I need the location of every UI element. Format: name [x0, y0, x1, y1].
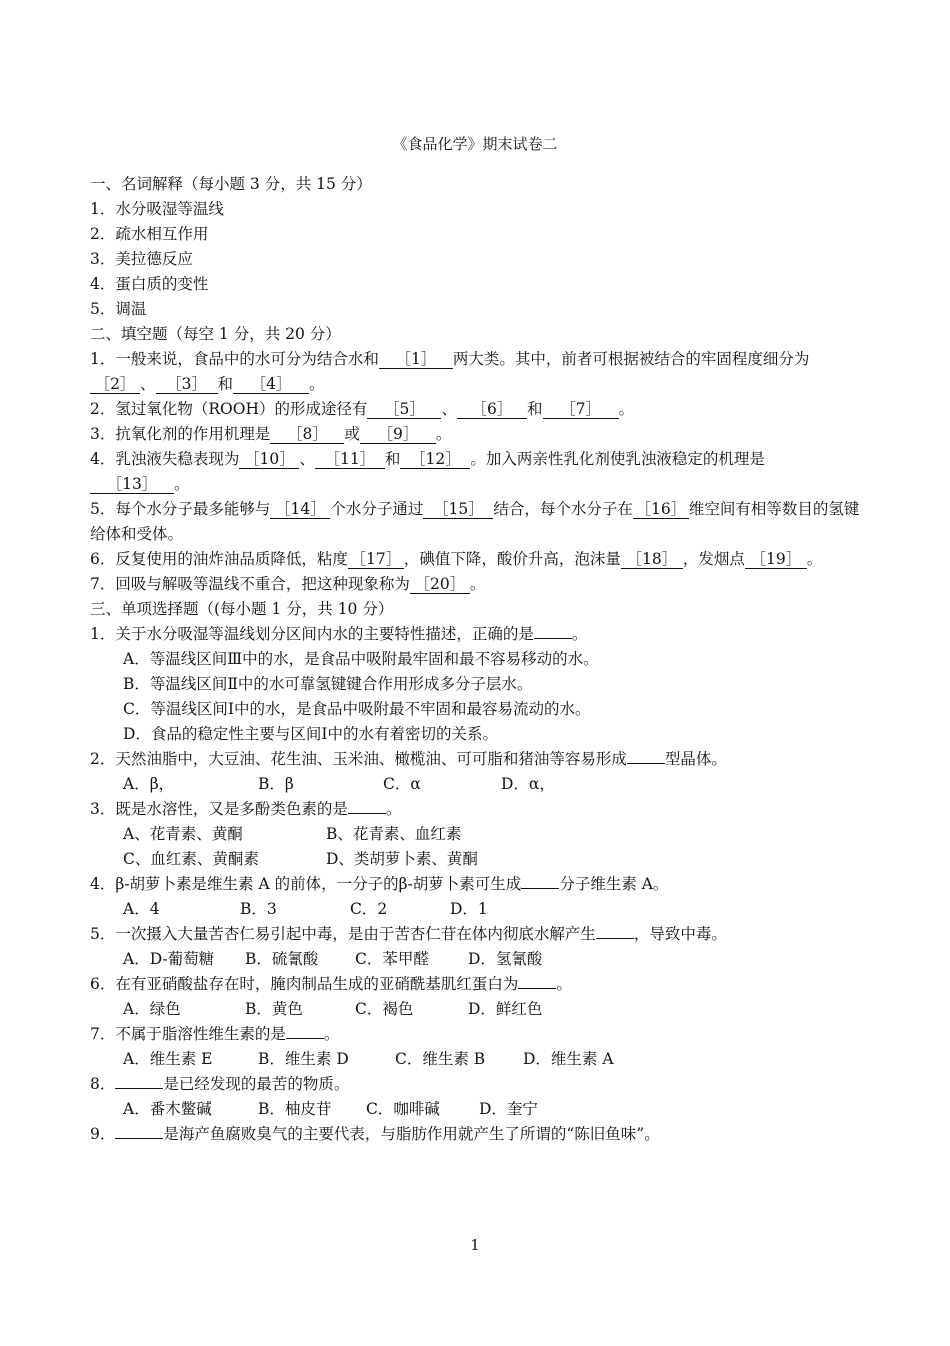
fill-q3: [90, 422, 870, 447]
choice-q2-text: 2．天然油脂中，大豆油、花生油、玉米油、橄榄油、可可脂和猪油等容易形成: [90, 750, 627, 768]
blank-16: ［16］: [633, 500, 689, 519]
choice-q7-options: [90, 1047, 870, 1072]
blank-5: ［5］: [367, 400, 441, 419]
option-c: C．2: [350, 900, 388, 918]
option-b: B、花青素、血红素: [326, 825, 462, 843]
term-4: 4．蛋白质的变性: [90, 275, 209, 293]
fill-q5-text: 个水分子通过: [330, 500, 424, 518]
option-a: A．维生素 E: [123, 1050, 213, 1068]
section-2-heading: 二、填空题（每空 1 分，共 20 分）: [90, 325, 341, 343]
choice-q8-stem: [90, 1072, 870, 1097]
blank-11: ［11］: [315, 450, 385, 469]
choice-q2-stem: [90, 747, 870, 772]
choice-q4-stem: [90, 872, 870, 897]
choice-q6-text: 。: [556, 975, 572, 993]
choice-q2-options: [90, 772, 870, 797]
choice-q1-option-b: B．等温线区间Ⅱ中的水可靠氢键键合作用形成多分子层水。: [123, 675, 533, 693]
choice-q1-option-d: D．食品的稳定性主要与区间Ⅰ中的水有着密切的关系。: [123, 725, 499, 743]
fill-q5: [90, 497, 870, 547]
blank-7: ［7］: [543, 400, 619, 419]
blank-4: ［4］: [233, 375, 309, 394]
option-d: D．维生素 A: [523, 1050, 614, 1068]
fill-q6: [90, 547, 870, 572]
fill-q1-text: 和: [217, 375, 234, 393]
fill-q3-text: 。: [435, 425, 452, 443]
blank-20: ［20］: [410, 575, 470, 594]
option-b: B．黄色: [245, 1000, 303, 1018]
fill-q3-text: 3．抗氧化剂的作用机理是: [90, 425, 271, 443]
fill-q1-text: 、: [140, 375, 156, 393]
fill-q6-text: 。: [806, 550, 823, 568]
term-1: 1．水分吸湿等温线: [90, 200, 224, 218]
blank-6: ［6］: [457, 400, 527, 419]
option-c: C．苯甲醛: [355, 950, 429, 968]
fill-q4-line2: [90, 472, 870, 497]
fill-q2-text: 、: [441, 400, 457, 418]
blank-14: ［14］: [270, 500, 330, 519]
blank-1: ［1］: [379, 350, 453, 369]
choice-q7-text: 7．不属于脂溶性维生素的是: [90, 1025, 286, 1043]
fill-q4-text: 。: [174, 475, 190, 493]
answer-blank: [348, 799, 386, 814]
fill-q1-line2: [90, 372, 870, 397]
choice-q4-text: 分子维生素 A。: [559, 875, 669, 893]
choice-q5-stem: [90, 922, 870, 947]
fill-q1-text: 两大类。其中，前者可根据被结合的牢固程度细分为: [452, 350, 810, 368]
choice-q1-option-a: A．等温线区间Ⅲ中的水，是食品中吸附最牢固和最不容易移动的水。: [123, 650, 599, 668]
option-a: A．4: [123, 900, 160, 918]
section-3-heading: 三、单项选择题（(每小题 1 分，共 10 分）: [90, 600, 394, 618]
choice-q3-options-row1: [90, 822, 870, 847]
fill-q6-text: 6．反复使用的油炸油品质降低，粘度: [90, 550, 348, 568]
fill-q4-text: 4．乳浊液失稳表现为: [90, 450, 240, 468]
option-a: A．β，: [123, 775, 175, 793]
blank-15: ［15］: [423, 500, 493, 519]
choice-q1-text: 。: [571, 625, 588, 643]
choice-q4-options: [90, 897, 870, 922]
choice-q9-stem: [90, 1122, 870, 1147]
choice-q7-text: 。: [323, 1025, 340, 1043]
option-c: C、血红素、黄酮素: [123, 850, 259, 868]
option-c: C．维生素 B: [395, 1050, 486, 1068]
choice-q3-text: 。: [385, 800, 402, 818]
page-title: 《食品化学》期末试卷二: [392, 135, 558, 153]
option-b: B．柚皮苷: [258, 1100, 332, 1118]
choice-q1-stem: [90, 622, 870, 647]
choice-q3-text: 3．既是水溶性，又是多酚类色素的是: [90, 800, 348, 818]
option-a: A．D-葡萄糖: [123, 950, 215, 968]
choice-q9-text: 9．: [90, 1125, 116, 1143]
choice-q4-text: 4．β-胡萝卜素是维生素 A 的前体，一分子的β-胡萝卜素可生成: [90, 875, 522, 893]
option-b: B．维生素 D: [258, 1050, 349, 1068]
option-a: A．绿色: [123, 1000, 181, 1018]
term-5: 5．调温: [90, 300, 147, 318]
blank-17: ［17］: [348, 550, 404, 569]
blank-19: ［19］: [745, 550, 807, 569]
choice-q8-options: [90, 1097, 870, 1122]
answer-blank: [286, 1024, 324, 1039]
fill-q1-text: 1．一般来说，食品中的水可分为结合水和: [90, 350, 379, 368]
section-1-heading: 一、名词解释（每小题 3 分，共 15 分）: [90, 175, 372, 193]
option-d: D．鲜红色: [468, 1000, 543, 1018]
choice-q2-text: 型晶体。: [664, 750, 727, 768]
choice-q9-text: 是海产鱼腐败臭气的主要代表，与脂肪作用就产生了所谓的“陈旧鱼味”。: [163, 1125, 660, 1143]
choice-q5-options: [90, 947, 870, 972]
choice-q1-text: 1．关于水分吸湿等温线划分区间内水的主要特性描述，正确的是: [90, 625, 534, 643]
fill-q1-text: 。: [309, 375, 325, 393]
blank-9: ［9］: [360, 425, 436, 444]
option-d: D．1: [450, 900, 488, 918]
fill-q7-text: 。: [469, 575, 486, 593]
fill-q2-text: 2．氢过氧化物（ROOH）的形成途径有: [90, 400, 368, 418]
choice-q6-stem: [90, 972, 870, 997]
answer-blank: [521, 874, 559, 889]
blank-2: ［2］: [90, 375, 140, 394]
fill-q2: [90, 397, 870, 422]
choice-q8-text: 8．: [90, 1075, 116, 1093]
fill-q7-text: 7．回吸与解吸等温线不重合，把这种现象称为: [90, 575, 410, 593]
exam-content: [90, 172, 870, 1147]
term-2: 2．疏水相互作用: [90, 225, 209, 243]
choice-q3-options-row2: [90, 847, 870, 872]
fill-q4-text: 和: [384, 450, 401, 468]
option-c: C．咖啡碱: [366, 1100, 440, 1118]
option-c: C．α: [383, 775, 421, 793]
fill-q7: [90, 572, 870, 597]
fill-q4-line1: [90, 447, 870, 472]
blank-8: ［8］: [270, 425, 344, 444]
blank-13: ［13］: [90, 475, 174, 494]
answer-blank: [627, 749, 665, 764]
fill-q2-text: 和: [526, 400, 543, 418]
answer-blank: [115, 1074, 163, 1089]
option-b: B．硫氰酸: [245, 950, 319, 968]
fill-q4-text: 。加入两亲性乳化剂使乳浊液稳定的机理是: [470, 450, 765, 468]
term-3: 3．美拉德反应: [90, 250, 193, 268]
fill-q2-text: 。: [618, 400, 635, 418]
choice-q5-text: ，导致中毒。: [633, 925, 727, 943]
fill-q5-text: 维空间有相等数目的氢键给体和受体。: [90, 500, 860, 543]
option-c: C．褐色: [355, 1000, 414, 1018]
choice-q6-text: 6．在有亚硝酸盐存在时，腌肉制品生成的亚硝酰基肌红蛋白为: [90, 975, 519, 993]
option-a: A、花青素、黄酮: [123, 825, 243, 843]
blank-10: ［10］: [239, 450, 299, 469]
fill-q6-text: ，发烟点: [682, 550, 745, 568]
page-number: 1: [470, 1236, 480, 1254]
fill-q4-text: 、: [299, 450, 315, 468]
option-b: B．β: [258, 775, 294, 793]
option-d: D、类胡萝卜素、黄酮: [326, 850, 478, 868]
fill-q6-text: ，碘值下降，酸价升高，泡沫量: [403, 550, 621, 568]
blank-18: ［18］: [621, 550, 683, 569]
option-b: B．3: [240, 900, 277, 918]
fill-q5-text: 结合，每个水分子在: [493, 500, 633, 518]
fill-q5-text: 5．每个水分子最多能够与: [90, 500, 271, 518]
choice-q7-stem: [90, 1022, 870, 1047]
choice-q3-stem: [90, 797, 870, 822]
answer-blank: [534, 624, 572, 639]
choice-q1-option-c: C．等温线区间Ⅰ中的水，是食品中吸附最不牢固和最容易流动的水。: [123, 700, 591, 718]
choice-q8-text: 是已经发现的最苦的物质。: [163, 1075, 350, 1093]
fill-q1-line1: [90, 347, 870, 372]
option-d: D．氢氰酸: [468, 950, 543, 968]
blank-12: ［12］: [400, 450, 470, 469]
option-d: D．α，: [501, 775, 555, 793]
choice-q5-text: 5．一次摄入大量苦杏仁易引起中毒，是由于苦杏仁苷在体内彻底水解产生: [90, 925, 596, 943]
fill-q3-text: 或: [344, 425, 360, 443]
answer-blank: [518, 974, 556, 989]
answer-blank: [596, 924, 634, 939]
blank-3: ［3］: [156, 375, 218, 394]
option-a: A．番木鳖碱: [123, 1100, 212, 1118]
answer-blank: [115, 1124, 163, 1139]
option-d: D．奎宁: [479, 1100, 538, 1118]
choice-q6-options: [90, 997, 870, 1022]
